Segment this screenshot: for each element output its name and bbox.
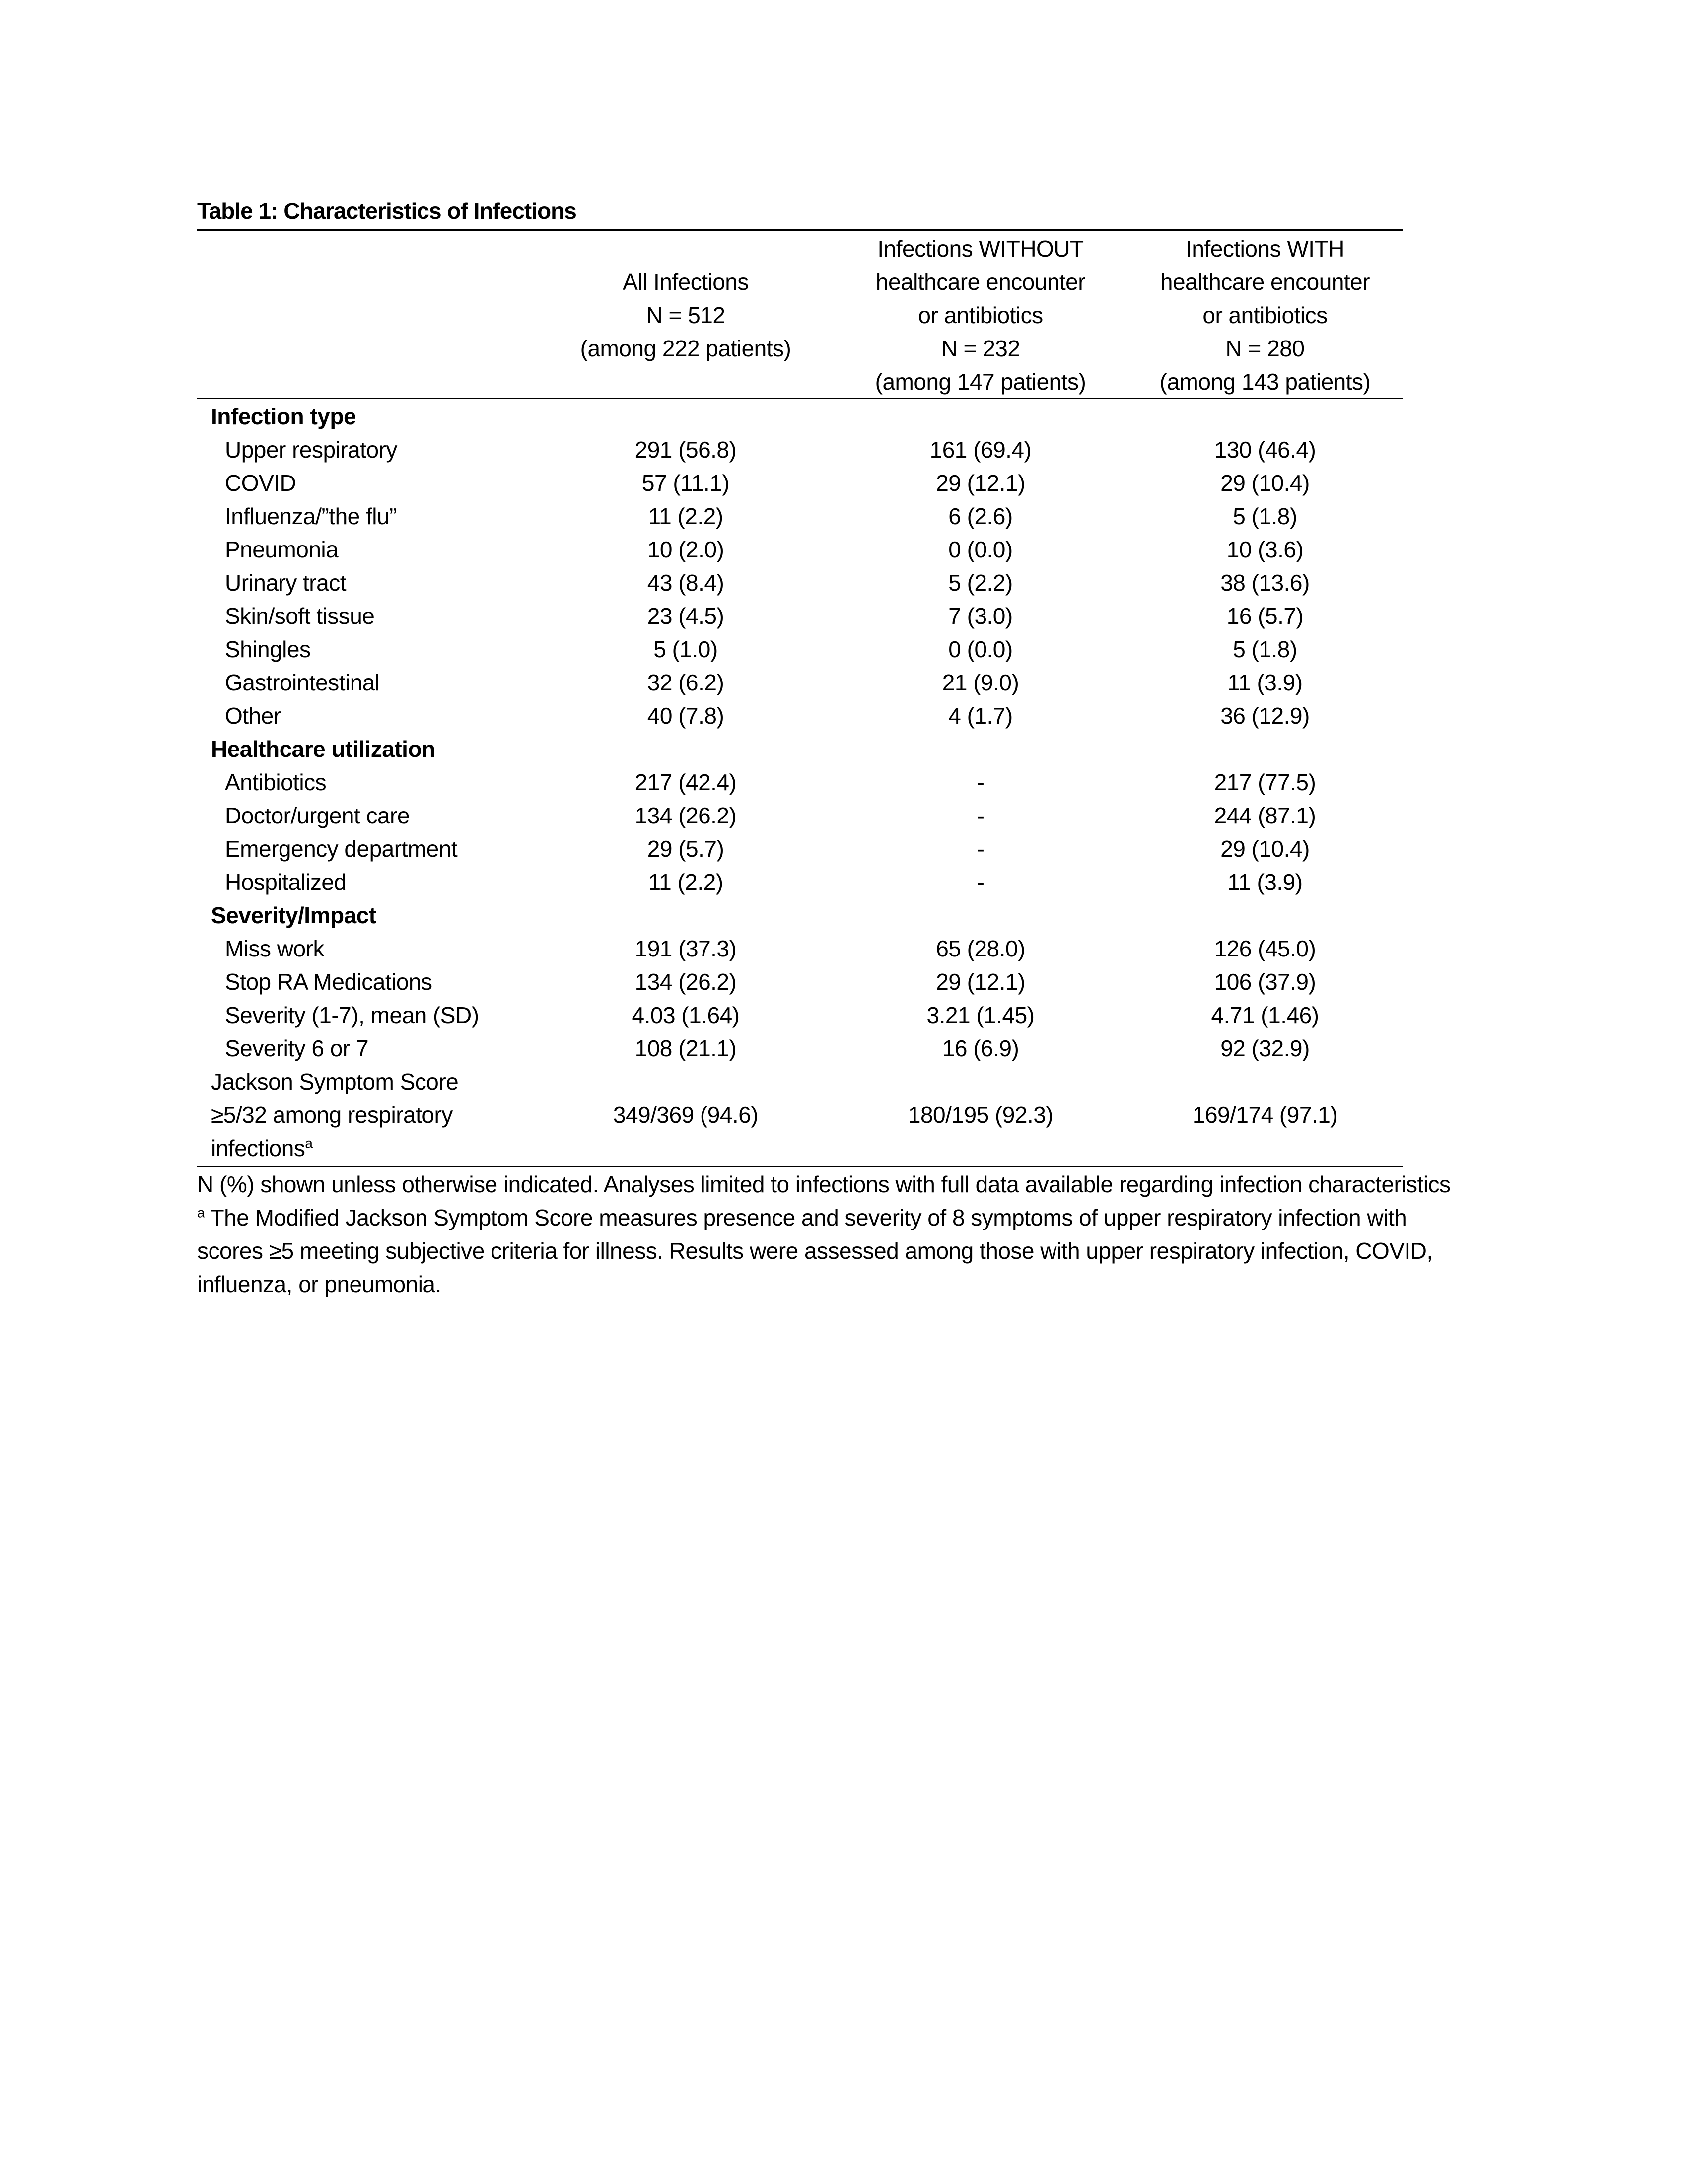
cell-value: 108 (21.1) <box>634 1035 737 1061</box>
cell-value: - <box>977 869 985 895</box>
row-label: Skin/soft tissue <box>225 603 375 629</box>
header-line: All Infections <box>623 269 749 295</box>
table-row <box>197 633 1403 666</box>
row-label: Antibiotics <box>225 769 327 795</box>
table-row <box>197 699 1403 733</box>
cell-value: 169/174 (97.1) <box>1192 1102 1338 1128</box>
table-row <box>197 433 1403 467</box>
row-label: Emergency department <box>225 836 458 862</box>
table-row <box>197 467 1403 500</box>
jackson-label-text: infections <box>211 1135 305 1161</box>
cell-value: 244 (87.1) <box>1214 803 1316 828</box>
cell-value: 5 (1.0) <box>653 636 718 662</box>
cell-value: 21 (9.0) <box>942 670 1019 695</box>
header-line: healthcare encounter <box>1160 269 1370 295</box>
row-label: COVID <box>225 470 296 496</box>
cell-value: 3.21 (1.45) <box>926 1002 1035 1028</box>
cell-value: 11 (3.9) <box>1227 869 1303 895</box>
cell-value: 0 (0.0) <box>948 537 1013 562</box>
section-heading: Severity/Impact <box>211 902 376 928</box>
table-row <box>197 766 1403 799</box>
cell-value: 29 (5.7) <box>647 836 724 862</box>
table-row <box>197 566 1403 600</box>
cell-value: 11 (3.9) <box>1227 670 1303 695</box>
row-label: Severity (1-7), mean (SD) <box>225 1002 479 1028</box>
table-row <box>197 799 1403 832</box>
header-line: healthcare encounter <box>875 269 1086 295</box>
header-line: N = 512 <box>646 302 725 328</box>
cell-value: 32 (6.2) <box>647 670 724 695</box>
header-line <box>547 232 825 266</box>
header-line: (among 143 patients) <box>1159 369 1371 395</box>
header-line: N = 280 <box>1225 336 1305 361</box>
row-label: Severity 6 or 7 <box>225 1035 369 1061</box>
row-label: Gastrointestinal <box>225 670 380 695</box>
jackson-label-line <box>211 1132 519 1165</box>
table-row <box>197 666 1403 699</box>
footnote-general: N (%) shown unless otherwise indicated. Analyses limited to infections with full data available regarding infection characteristics <box>197 1171 1451 1197</box>
cell-value: - <box>977 836 985 862</box>
table-row <box>197 965 1403 999</box>
table-row <box>197 1032 1403 1065</box>
section-heading-row <box>197 733 1403 766</box>
row-label: Miss work <box>225 936 324 961</box>
row-label: Stop RA Medications <box>225 969 432 995</box>
jackson-label <box>211 1065 519 1165</box>
header-line <box>547 365 825 399</box>
cell-value: 217 (77.5) <box>1214 769 1316 795</box>
cell-value: 36 (12.9) <box>1220 703 1310 729</box>
cell-value: 180/195 (92.3) <box>908 1102 1054 1128</box>
column-header-with-encounter <box>1126 232 1404 399</box>
header-line: or antibiotics <box>918 302 1043 328</box>
table-row <box>197 832 1403 866</box>
cell-value: 10 (2.0) <box>647 537 724 562</box>
cell-value: 7 (3.0) <box>948 603 1013 629</box>
cell-value: 29 (10.4) <box>1220 470 1310 496</box>
table-header-rule <box>197 398 1403 399</box>
cell-value: 6 (2.6) <box>948 503 1013 529</box>
row-label: Doctor/urgent care <box>225 803 410 828</box>
row-label: Pneumonia <box>225 537 339 562</box>
header-line: N = 232 <box>941 336 1020 361</box>
cell-value: 29 (12.1) <box>936 470 1025 496</box>
cell-value: 4 (1.7) <box>948 703 1013 729</box>
cell-value: - <box>977 769 985 795</box>
cell-value: 134 (26.2) <box>634 969 737 995</box>
cell-value: 4.03 (1.64) <box>632 1002 740 1028</box>
cell-value: 65 (28.0) <box>936 936 1025 961</box>
row-label: Hospitalized <box>225 869 347 895</box>
section-heading-row <box>197 400 1403 433</box>
header-line: Infections WITH <box>1186 236 1344 262</box>
section-heading: Healthcare utilization <box>211 736 435 762</box>
table-row <box>197 999 1403 1032</box>
cell-value: 5 (2.2) <box>948 570 1013 596</box>
table-footnotes <box>197 1168 1458 1301</box>
table-row <box>197 500 1403 533</box>
table-row <box>197 866 1403 899</box>
cell-value: 5 (1.8) <box>1233 636 1297 662</box>
footnote-marker: a <box>305 1135 313 1151</box>
section-heading-row <box>197 899 1403 932</box>
cell-value: 23 (4.5) <box>647 603 724 629</box>
cell-value: 92 (32.9) <box>1220 1035 1310 1061</box>
table-top-rule <box>197 229 1403 231</box>
cell-value: 4.71 (1.46) <box>1211 1002 1319 1028</box>
cell-value: 5 (1.8) <box>1233 503 1297 529</box>
cell-value: 349/369 (94.6) <box>613 1102 759 1128</box>
cell-value: 11 (2.2) <box>648 503 723 529</box>
cell-value: 29 (12.1) <box>936 969 1025 995</box>
cell-value: 40 (7.8) <box>647 703 724 729</box>
footnote-a <box>197 1201 1458 1301</box>
table-row <box>197 932 1403 965</box>
row-label: Other <box>225 703 281 729</box>
cell-value: 161 (69.4) <box>929 437 1032 463</box>
row-label: Shingles <box>225 636 311 662</box>
cell-value: 0 (0.0) <box>948 636 1013 662</box>
header-line: (among 222 patients) <box>580 336 791 361</box>
jackson-label-line: Jackson Symptom Score <box>211 1069 459 1094</box>
header-line: Infections WITHOUT <box>877 236 1084 262</box>
table-row <box>197 600 1403 633</box>
cell-value: 191 (37.3) <box>634 936 737 961</box>
row-label: Upper respiratory <box>225 437 397 463</box>
cell-value: 57 (11.1) <box>641 470 730 496</box>
row-label: Influenza/”the flu” <box>225 503 397 529</box>
footnote-a-text: The Modified Jackson Symptom Score measures presence and severity of 8 symptoms of upper respiratory infection with scores ≥5 meeting subjective criteria for illness. Results were assessed among those with upper respiratory infection, COVID, influenza, or pneumonia. <box>197 1205 1433 1297</box>
cell-value: 16 (6.9) <box>942 1035 1019 1061</box>
section-heading: Infection type <box>211 404 356 429</box>
table-row <box>197 533 1403 566</box>
column-header-all-infections <box>547 232 825 399</box>
footnote-marker: a <box>197 1205 205 1221</box>
cell-value: 16 (5.7) <box>1226 603 1304 629</box>
header-line: (among 147 patients) <box>875 369 1086 395</box>
cell-value: 130 (46.4) <box>1214 437 1316 463</box>
cell-value: 11 (2.2) <box>648 869 723 895</box>
table-bottom-rule <box>197 1166 1403 1167</box>
table-title: Table 1: Characteristics of Infections <box>197 198 576 224</box>
cell-value: 106 (37.9) <box>1214 969 1316 995</box>
cell-value: - <box>977 803 985 828</box>
header-line: or antibiotics <box>1202 302 1328 328</box>
cell-value: 10 (3.6) <box>1226 537 1304 562</box>
cell-value: 217 (42.4) <box>634 769 737 795</box>
column-header-without-encounter <box>842 232 1120 399</box>
jackson-label-line: ≥5/32 among respiratory <box>211 1102 453 1128</box>
cell-value: 291 (56.8) <box>634 437 737 463</box>
cell-value: 29 (10.4) <box>1220 836 1310 862</box>
cell-value: 38 (13.6) <box>1220 570 1310 596</box>
cell-value: 126 (45.0) <box>1214 936 1316 961</box>
cell-value: 43 (8.4) <box>647 570 724 596</box>
cell-value: 134 (26.2) <box>634 803 737 828</box>
row-label: Urinary tract <box>225 570 346 596</box>
